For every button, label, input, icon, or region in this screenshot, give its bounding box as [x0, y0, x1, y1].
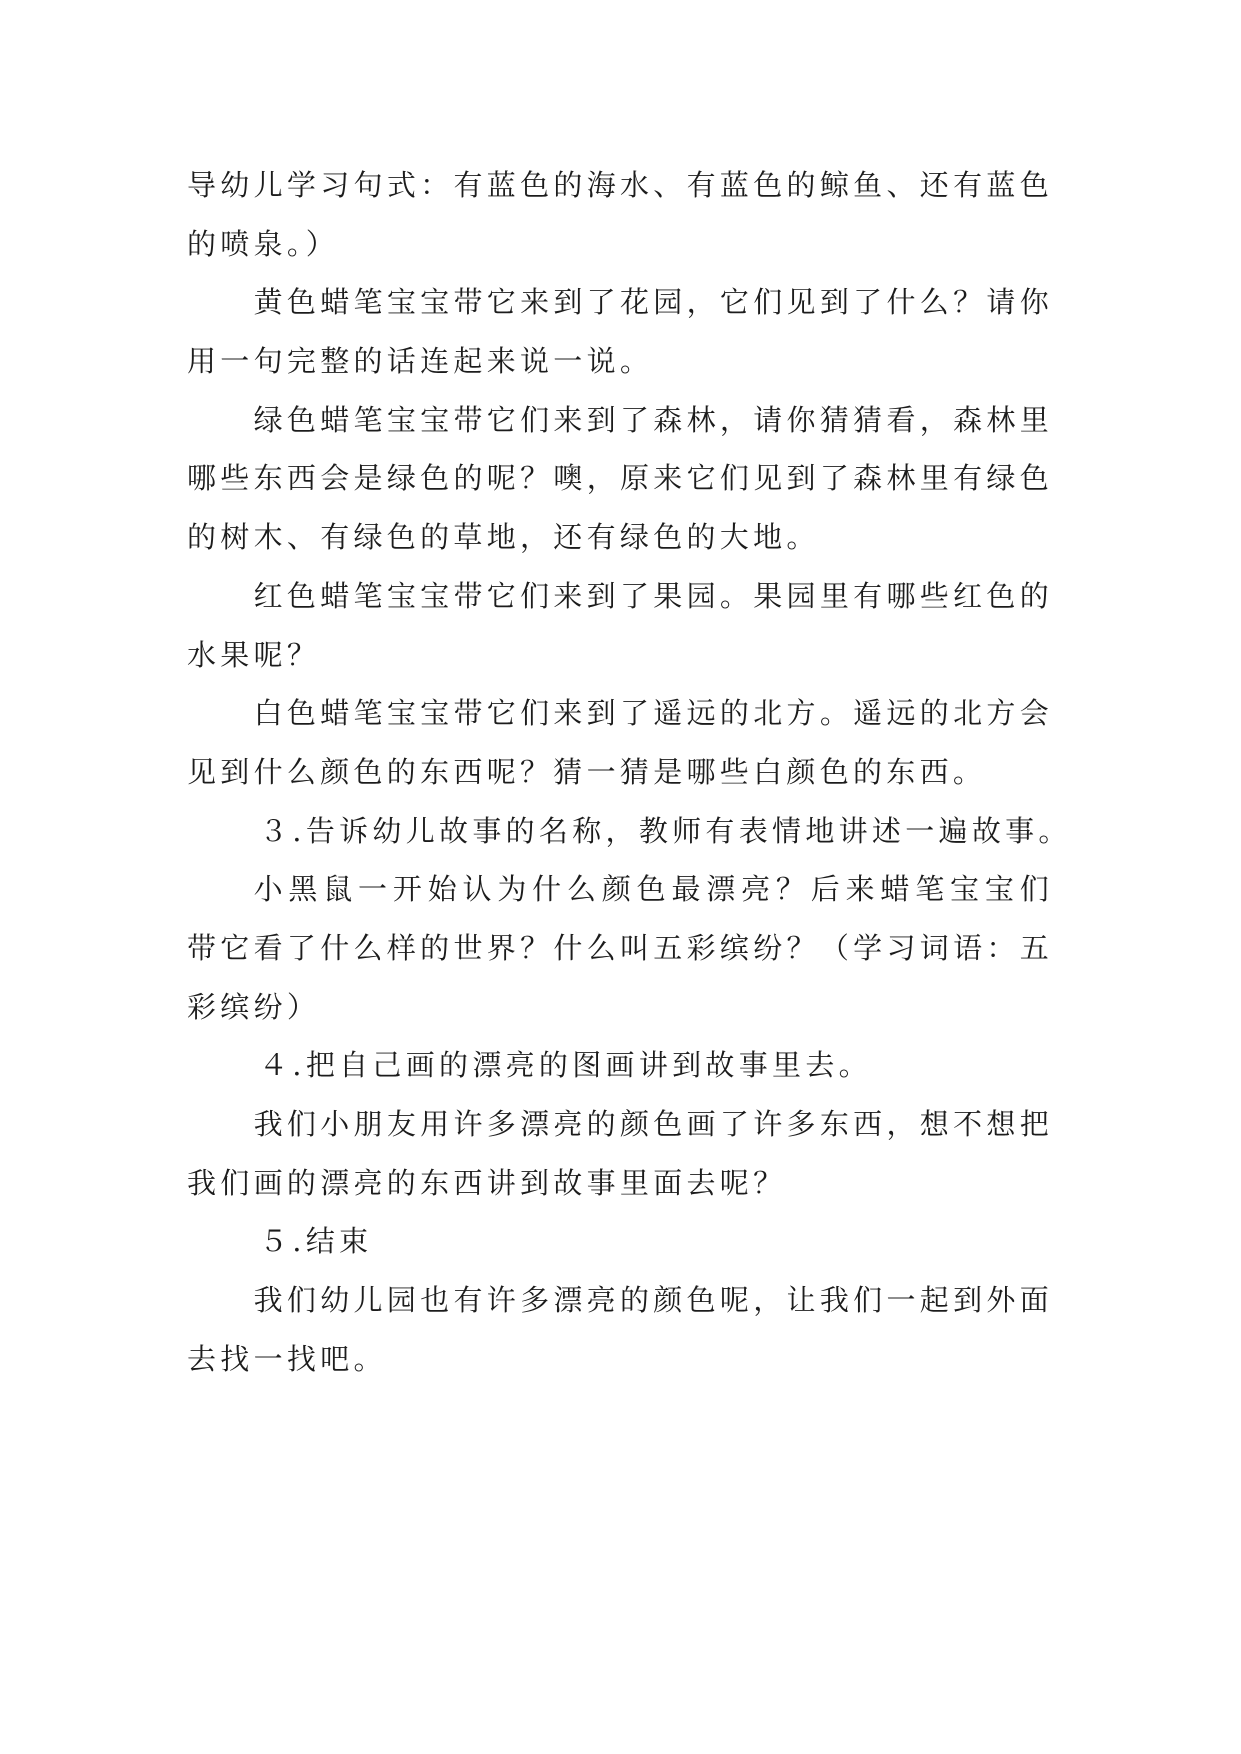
- text-line: 水果呢？: [187, 637, 321, 672]
- text-line: 白色蜡笔宝宝带它们来到了遥远的北方。遥远的北方会: [253, 696, 1053, 731]
- paragraph: [187, 684, 1053, 801]
- document-body: [187, 156, 1072, 1388]
- text-line: 我们小朋友用许多漂亮的颜色画了许多东西，想不想把: [253, 1107, 1053, 1141]
- text-line: 用一句完整的话连起来说一说。: [187, 344, 654, 379]
- paragraph: [187, 391, 1053, 567]
- text-line: 的树木、有绿色的草地，还有绿色的大地。: [187, 520, 820, 555]
- step-heading-text: ５.结束: [259, 1224, 373, 1259]
- text-line: 带它看了什么样的世界？什么叫五彩缤纷？（学习词语：五: [187, 930, 1053, 965]
- step-heading: [187, 802, 1072, 861]
- text-line: 彩缤纷）: [187, 989, 321, 1024]
- step-heading-text: ３.告诉幼儿故事的名称，教师有表情地讲述一遍故事。: [259, 813, 1072, 848]
- text-line: 我们画的漂亮的东西讲到故事里面去呢？: [187, 1165, 787, 1200]
- text-line: 去找一找吧。: [187, 1341, 387, 1376]
- text-line: 的喷泉。）: [187, 226, 340, 261]
- text-line: 我们幼儿园也有许多漂亮的颜色呢，让我们一起到外面: [253, 1283, 1053, 1318]
- text-line: 导幼儿学习句式：有蓝色的海水、有蓝色的鲸鱼、还有蓝色: [187, 168, 1053, 202]
- paragraph: [187, 1095, 1053, 1212]
- text-line: 小黑鼠一开始认为什么颜色最漂亮？后来蜡笔宝宝们: [253, 872, 1053, 907]
- paragraph: [187, 567, 1053, 684]
- text-line: 见到什么颜色的东西呢？猜一猜是哪些白颜色的东西。: [187, 754, 987, 789]
- paragraph: [187, 156, 1053, 273]
- text-line: 黄色蜡笔宝宝带它来到了花园，它们见到了什么？请你: [253, 285, 1053, 320]
- text-line: 绿色蜡笔宝宝带它们来到了森林，请你猜猜看，森林里: [253, 402, 1053, 437]
- text-line: 红色蜡笔宝宝带它们来到了果园。果园里有哪些红色的: [253, 578, 1053, 613]
- step-heading: [187, 1212, 1053, 1271]
- step-heading-text: ４.把自己画的漂亮的图画讲到故事里去。: [259, 1048, 872, 1083]
- step-heading: [187, 1036, 1053, 1095]
- paragraph: [187, 1271, 1053, 1388]
- paragraph: [187, 273, 1053, 390]
- paragraph: [187, 860, 1053, 1036]
- text-line: 哪些东西会是绿色的呢？噢，原来它们见到了森林里有绿色: [187, 461, 1053, 496]
